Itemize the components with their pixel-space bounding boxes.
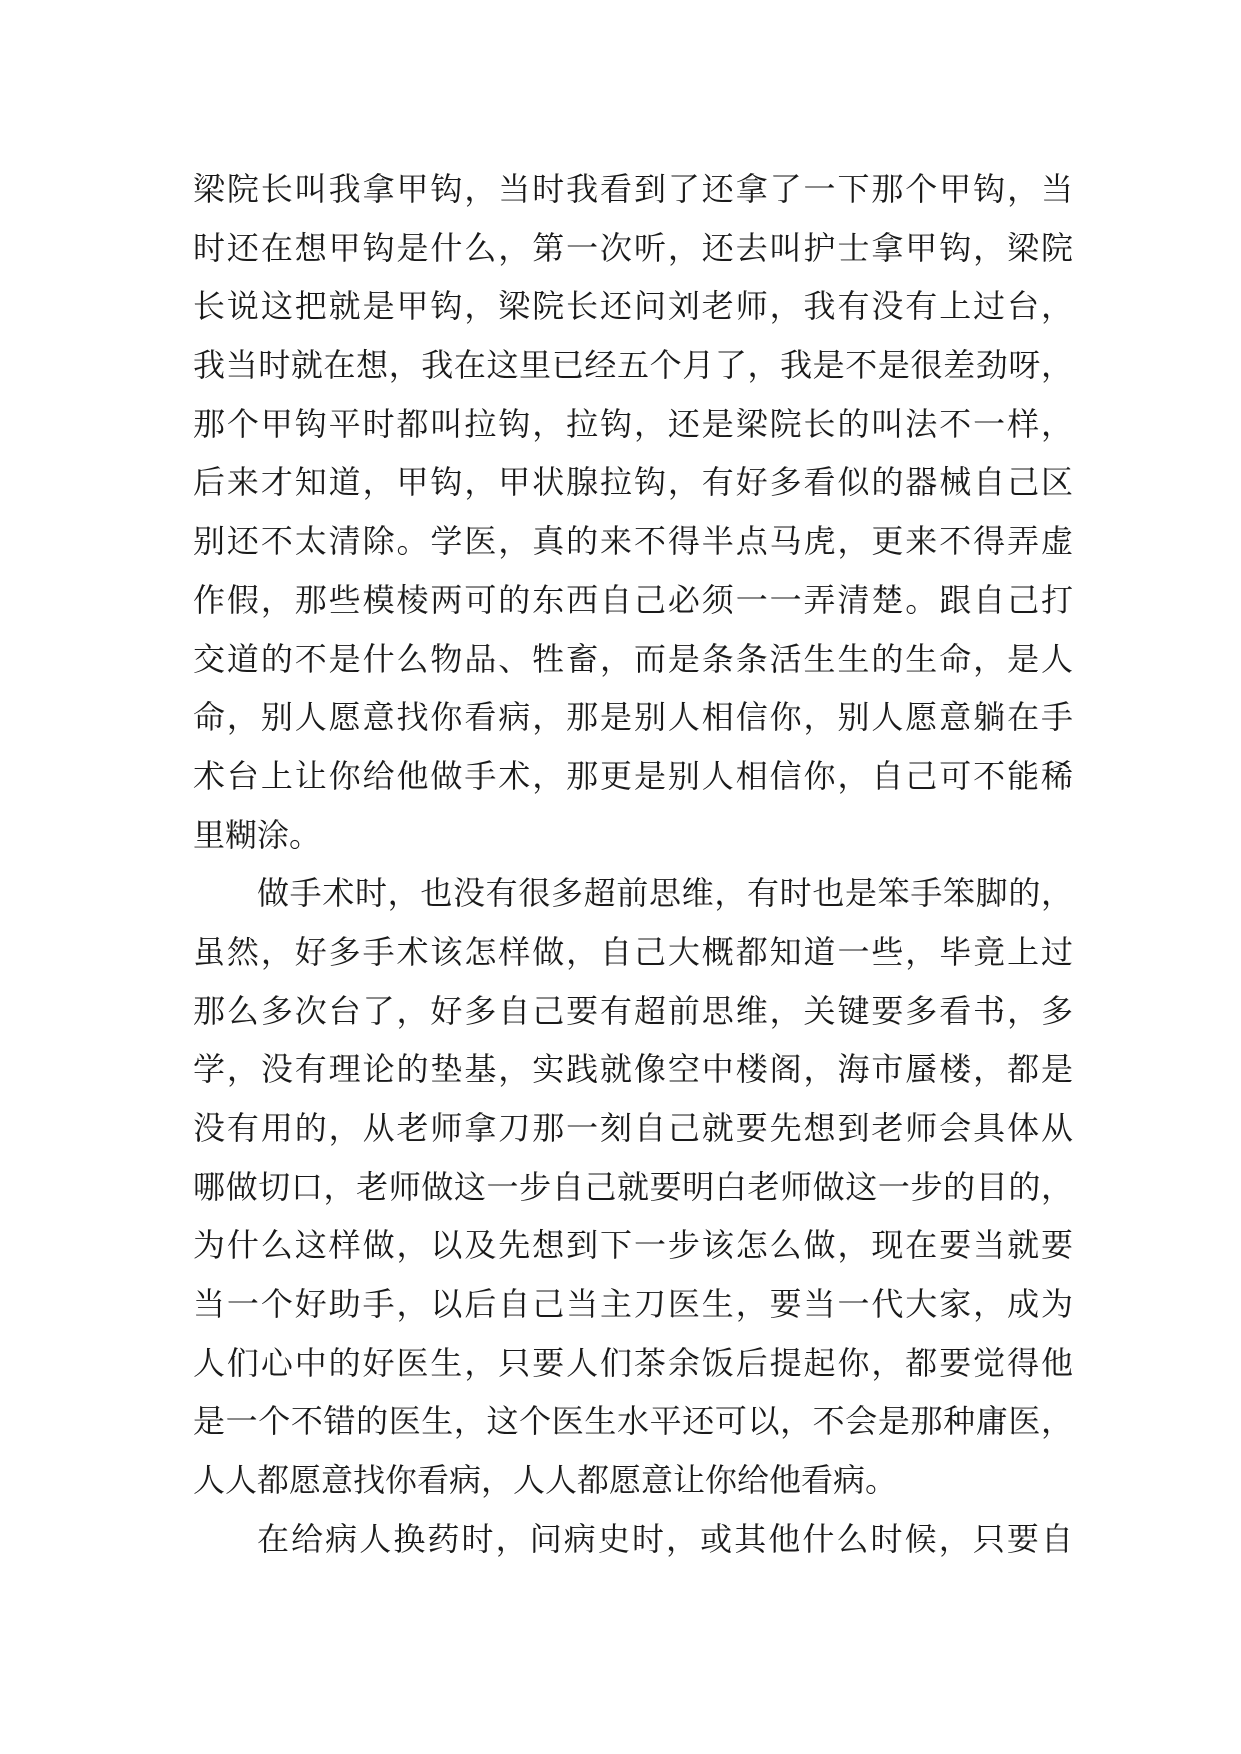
- text-line: 人人都愿意找你看病，人人都愿意让你给他看病。: [193, 1461, 898, 1500]
- text-line: 时还在想甲钩是什么，第一次听，还去叫护士拿甲钩，梁院: [193, 228, 1073, 267]
- text-line: 人们心中的好医生，只要人们茶余饭后提起你，都要觉得他: [193, 1343, 1073, 1382]
- text-line: 当一个好助手，以后自己当主刀医生，要当一代大家，成为: [193, 1285, 1073, 1324]
- text-line: 没有用的，从老师拿刀那一刻自己就要先想到老师会具体从: [193, 1109, 1073, 1147]
- text-line: 梁院长叫我拿甲钩，当时我看到了还拿了一下那个甲钩，当: [193, 170, 1073, 208]
- body-text: [193, 160, 1073, 1569]
- text-line: 那么多次台了，好多自己要有超前思维，关键要多看书，多: [193, 991, 1073, 1030]
- text-line: 术台上让你给他做手术，那更是别人相信你，自己可不能稀: [193, 756, 1073, 795]
- text-line: 在给病人换药时，问病史时，或其他什么时候，只要自: [257, 1519, 1073, 1558]
- text-line: 是一个不错的医生，这个医生水平还可以，不会是那种庸医，: [193, 1402, 1073, 1441]
- text-line: 命，别人愿意找你看病，那是别人相信你，别人愿意躺在手: [193, 698, 1073, 737]
- text-line: 哪做切口，老师做这一步自己就要明白老师做这一步的目的，: [193, 1167, 1073, 1206]
- paragraph-2: [193, 864, 1073, 1510]
- text-line: 做手术时，也没有很多超前思维，有时也是笨手笨脚的，: [257, 874, 1073, 913]
- paragraph-1: [193, 160, 1073, 864]
- text-line: 里糊涂。: [193, 815, 322, 854]
- text-line: 后来才知道，甲钩，甲状腺拉钩，有好多看似的器械自己区: [193, 463, 1073, 502]
- text-line: 长说这把就是甲钩，梁院长还问刘老师，我有没有上过台，: [193, 287, 1073, 326]
- text-line: 别还不太清除。学医，真的来不得半点马虎，更来不得弄虚: [193, 522, 1073, 561]
- text-line: 我当时就在想，我在这里已经五个月了，我是不是很差劲呀，: [193, 346, 1073, 385]
- text-line: 学，没有理论的垫基，实践就像空中楼阁，海市蜃楼，都是: [193, 1050, 1073, 1089]
- text-line: 为什么这样做，以及先想到下一步该怎么做，现在要当就要: [193, 1226, 1073, 1265]
- text-line: 交道的不是什么物品、牲畜，而是条条活生生的生命，是人: [193, 639, 1073, 678]
- text-line: 那个甲钩平时都叫拉钩，拉钩，还是梁院长的叫法不一样，: [193, 404, 1073, 443]
- text-line: 作假，那些模棱两可的东西自己必须一一弄清楚。跟自己打: [193, 580, 1073, 619]
- paragraph-3: [193, 1510, 1073, 1569]
- text-line: 虽然，好多手术该怎样做，自己大概都知道一些，毕竟上过: [193, 932, 1073, 971]
